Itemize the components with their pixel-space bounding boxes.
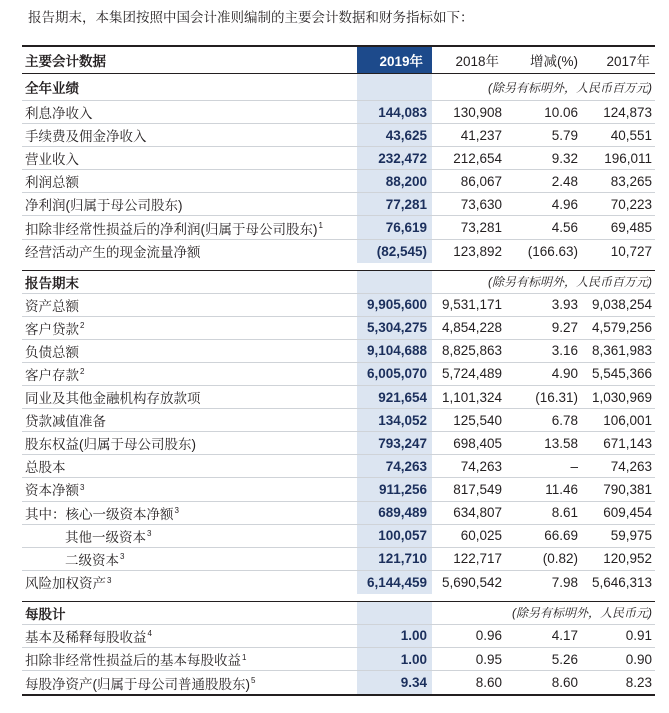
intro-text: 报告期末，本集团按照中国会计准则编制的主要会计数据和财务指标如下： (28, 10, 474, 25)
cell-label (22, 386, 357, 408)
row-label-text: 利润总额 (25, 175, 79, 191)
row-label (25, 433, 196, 453)
cell-2017: 790,381 (603, 481, 652, 497)
table-row (22, 340, 655, 363)
row-label (25, 341, 79, 361)
row-label (25, 649, 246, 669)
cell-label (22, 548, 357, 570)
cell-label (22, 240, 357, 263)
cell-label (22, 170, 357, 192)
cell-label (22, 571, 357, 594)
cell-2019: 121,710 (357, 548, 432, 570)
row-label-text: 总股本 (25, 460, 66, 476)
cell-change: 4.96 (551, 196, 578, 212)
row-label-text: 利息净收入 (25, 106, 93, 122)
cell-change: 66.69 (544, 528, 578, 544)
section-spacer (22, 263, 655, 270)
cell-label (22, 432, 357, 454)
cell-label (22, 101, 357, 123)
cell-label (22, 409, 357, 431)
cell-change: 4.17 (551, 628, 578, 644)
cell-2017: 69,485 (610, 220, 652, 236)
cell-2018: 41,237 (460, 127, 502, 143)
cell-2017: 70,223 (610, 196, 652, 212)
row-label-text: 贷款减值准备 (25, 414, 106, 430)
section-title: 报告期末 (25, 275, 79, 291)
cell-2019: 9,104,688 (357, 340, 432, 362)
unit-note: (除另有标明外，人民币百万元) (488, 275, 652, 290)
table-row (22, 170, 655, 193)
row-label-text: 经营活动产生的现金流量净额 (25, 245, 201, 261)
footnote-marker: 1 (318, 221, 323, 231)
cell-change: 3.16 (551, 343, 578, 359)
row-label (25, 387, 201, 407)
cell-2018: 8,825,863 (441, 343, 502, 359)
row-label (25, 194, 183, 214)
row-label (25, 572, 111, 592)
row-label-text: 股东权益(归属于母公司股东) (25, 437, 196, 453)
footnote-marker: 3 (174, 506, 179, 516)
cell-2019: 43,625 (357, 124, 432, 146)
cell-2017: 4,579,256 (591, 320, 652, 336)
row-label (25, 503, 179, 523)
table-row (22, 147, 655, 170)
cell-change: 5.79 (551, 127, 578, 143)
table-row (22, 432, 655, 455)
section-title-2019-cell (357, 271, 432, 293)
cell-2018: 125,540 (453, 412, 502, 428)
unit-note: (除另有标明外，人民币元) (512, 606, 652, 621)
table-row (22, 124, 655, 147)
cell-label (22, 147, 357, 169)
cell-2018: 817,549 (453, 481, 502, 497)
cell-2018: 0.96 (475, 628, 502, 644)
row-label (25, 218, 323, 238)
row-label (25, 526, 151, 546)
row-label (25, 626, 152, 646)
cell-2017: 74,263 (610, 458, 652, 474)
section-title-row (22, 601, 655, 625)
table-row (22, 455, 655, 478)
cell-label (22, 294, 357, 316)
cell-2019: 232,472 (357, 147, 432, 169)
cell-change: 13.58 (544, 435, 578, 451)
row-label-text: 二级资本 (65, 552, 119, 568)
row-label (25, 241, 201, 261)
cell-change: 3.93 (551, 297, 578, 313)
row-label-text: 营业收入 (25, 152, 79, 168)
table-row (22, 548, 655, 571)
cell-label (22, 648, 357, 670)
section-spacer (22, 594, 655, 601)
table-row (22, 671, 655, 694)
unit-note: (除另有标明外，人民币百万元) (488, 80, 652, 95)
cell-2017: 8.23 (625, 675, 652, 691)
cell-2017: 120,952 (603, 551, 652, 567)
row-label-text: 基本及稀释每股收益 (25, 629, 147, 645)
cell-change: 10.06 (544, 104, 578, 120)
cell-2017: 9,038,254 (591, 297, 652, 313)
cell-2019: 76,619 (357, 216, 432, 238)
row-label-text: 负债总额 (25, 344, 79, 360)
row-label-text: 资产总额 (25, 298, 79, 314)
cell-change: 2.48 (551, 173, 578, 189)
cell-2019: 6,144,459 (357, 571, 432, 594)
cell-2017: 609,454 (603, 505, 652, 521)
cell-2019: 5,304,275 (357, 317, 432, 339)
cell-change: 11.46 (545, 481, 578, 497)
cell-2018: 1,101,324 (441, 389, 502, 405)
cell-2017: 83,265 (610, 173, 652, 189)
cell-2017: 10,727 (610, 243, 652, 259)
cell-2017: 671,143 (603, 435, 652, 451)
table-row (22, 101, 655, 124)
header-label: 主要会计数据 (25, 54, 106, 69)
cell-2017: 0.90 (625, 651, 652, 667)
row-label (25, 318, 84, 338)
cell-2018: 60,025 (460, 528, 502, 544)
cell-2019: 74,263 (357, 455, 432, 477)
cell-2019: 911,256 (357, 478, 432, 500)
cell-label (22, 671, 357, 694)
cell-change: 6.78 (551, 412, 578, 428)
footnote-marker: 3 (107, 575, 112, 585)
row-label (25, 148, 79, 168)
row-label (25, 549, 124, 569)
header-2018: 2018年 (455, 54, 499, 69)
section-title-2019-cell (357, 602, 432, 624)
cell-2018: 73,630 (460, 196, 502, 212)
cell-2018: 212,654 (453, 150, 502, 166)
cell-2018: 5,724,489 (441, 366, 502, 382)
cell-2017: 196,011 (604, 150, 652, 166)
cell-label (22, 502, 357, 524)
cell-2018: 698,405 (453, 435, 502, 451)
cell-2017: 5,646,313 (591, 574, 652, 590)
cell-2018: 4,854,228 (441, 320, 502, 336)
footnote-marker: 1 (242, 652, 247, 662)
row-label (25, 410, 106, 430)
row-label (25, 102, 93, 122)
cell-2018: 5,690,542 (441, 574, 502, 590)
cell-2019: 793,247 (357, 432, 432, 454)
table-row (22, 502, 655, 525)
table-row (22, 525, 655, 548)
section-title: 全年业绩 (25, 81, 79, 96)
cell-2018: 123,892 (453, 243, 502, 259)
cell-label (22, 124, 357, 146)
cell-label (22, 193, 357, 215)
table-body (22, 74, 655, 694)
cell-2019: 144,083 (357, 101, 432, 123)
cell-2019: (82,545) (357, 240, 432, 263)
cell-2018: 9,531,171 (441, 297, 502, 313)
cell-label (22, 478, 357, 500)
footnote-marker: 5 (251, 676, 256, 686)
footnote-marker: 3 (80, 482, 85, 492)
table-row (22, 478, 655, 501)
cell-label (22, 340, 357, 362)
row-label-text: 同业及其他金融机构存放款项 (25, 391, 201, 407)
cell-change: 4.90 (551, 366, 578, 382)
table-row (22, 386, 655, 409)
cell-2017: 124,873 (603, 104, 652, 120)
cell-2019: 1.00 (357, 625, 432, 647)
table-row (22, 625, 655, 648)
cell-label (22, 363, 357, 385)
section-title-row (22, 74, 655, 101)
section-title-row (22, 270, 655, 294)
table-row (22, 363, 655, 386)
cell-label (22, 216, 357, 238)
cell-2019: 134,052 (357, 409, 432, 431)
header-2017: 2017年 (606, 54, 650, 69)
table-row (22, 216, 655, 239)
cell-2018: 634,807 (453, 505, 502, 521)
financial-data-table (22, 45, 655, 696)
row-label (25, 295, 79, 315)
cell-change: (0.82) (542, 551, 578, 567)
row-label-text: 其中：核心一级资本净额 (25, 506, 174, 522)
row-label-text: 扣除非经常性损益后的基本每股收益 (25, 653, 241, 669)
header-change: 增减(%) (530, 54, 578, 69)
cell-2017: 5,545,366 (591, 366, 652, 382)
cell-2017: 8,361,983 (591, 343, 652, 359)
table-row (22, 648, 655, 671)
cell-2019: 88,200 (357, 170, 432, 192)
cell-2019: 6,005,070 (357, 363, 432, 385)
row-label (25, 364, 84, 384)
cell-2017: 1,030,969 (591, 389, 652, 405)
row-label-text: 其他一级资本 (65, 529, 146, 545)
cell-2018: 122,717 (453, 551, 502, 567)
row-label (25, 479, 84, 499)
row-label-text: 扣除非经常性损益后的净利润(归属于母公司股东) (25, 221, 318, 237)
cell-change: – (570, 458, 578, 474)
table-row (22, 240, 655, 263)
footnote-marker: 2 (80, 321, 85, 331)
table-row (22, 193, 655, 216)
row-label-text: 客户贷款 (25, 321, 79, 337)
cell-change: (16.31) (535, 389, 578, 405)
cell-change: (166.63) (527, 243, 578, 259)
cell-2019: 9.34 (357, 671, 432, 694)
cell-label (22, 317, 357, 339)
row-label-text: 风险加权资产 (25, 576, 106, 592)
row-label-text: 净利润(归属于母公司股东) (25, 198, 183, 214)
cell-2017: 59,975 (610, 528, 652, 544)
cell-label (22, 625, 357, 647)
cell-2017: 106,001 (603, 412, 652, 428)
cell-2018: 73,281 (460, 220, 502, 236)
row-label (25, 673, 255, 693)
cell-change: 8.61 (551, 505, 578, 521)
cell-change: 4.56 (551, 220, 578, 236)
header-row (22, 47, 655, 74)
cell-change: 8.60 (551, 675, 578, 691)
cell-2018: 8.60 (475, 675, 502, 691)
row-label (25, 125, 147, 145)
section-title: 每股计 (25, 606, 66, 622)
row-label-text: 客户存款 (25, 367, 79, 383)
cell-change: 9.32 (551, 150, 578, 166)
section-title-2019-cell (357, 74, 432, 100)
row-label (25, 171, 79, 191)
row-label-text: 每股净资产(归属于母公司普通股股东) (25, 676, 250, 692)
table-row (22, 294, 655, 317)
cell-label (22, 455, 357, 477)
cell-2018: 130,908 (453, 104, 502, 120)
row-label-text: 资本净额 (25, 483, 79, 499)
footnote-marker: 2 (80, 367, 85, 377)
cell-2019: 100,057 (357, 525, 432, 547)
footnote-marker: 3 (147, 529, 152, 539)
cell-2017: 40,551 (610, 127, 652, 143)
cell-change: 5.26 (551, 651, 578, 667)
cell-label (22, 525, 357, 547)
table-row (22, 409, 655, 432)
row-label-text: 手续费及佣金净收入 (25, 129, 147, 145)
footnote-marker: 4 (147, 629, 152, 639)
cell-change: 7.98 (551, 574, 578, 590)
cell-2018: 86,067 (460, 173, 502, 189)
cell-change: 9.27 (551, 320, 578, 336)
header-2019: 2019年 (357, 47, 432, 73)
cell-2018: 0.95 (475, 651, 502, 667)
cell-2019: 77,281 (357, 193, 432, 215)
table-row (22, 317, 655, 340)
cell-2018: 74,263 (460, 458, 502, 474)
table-row (22, 571, 655, 594)
cell-2019: 1.00 (357, 648, 432, 670)
row-label (25, 456, 66, 476)
cell-2019: 9,905,600 (357, 294, 432, 316)
footnote-marker: 3 (120, 552, 125, 562)
cell-2017: 0.91 (625, 628, 652, 644)
cell-2019: 921,654 (357, 386, 432, 408)
cell-2019: 689,489 (357, 502, 432, 524)
